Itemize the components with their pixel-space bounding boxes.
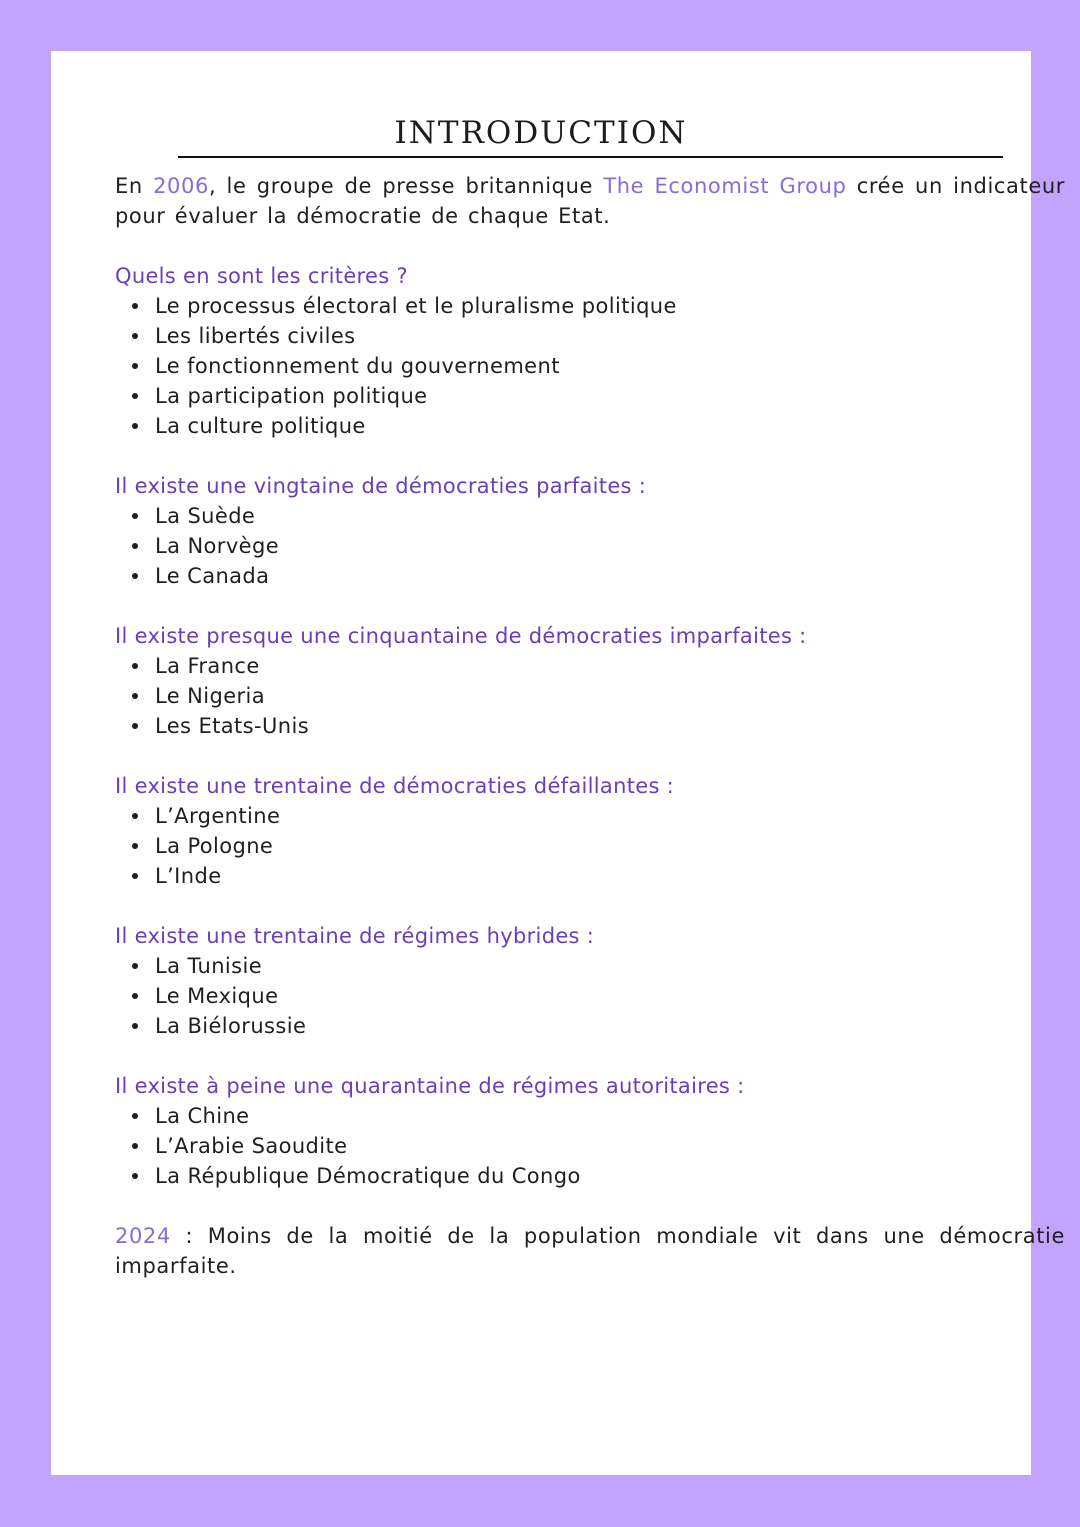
section-heading: Il existe à peine une quarantaine de régimes autoritaires :	[115, 1074, 745, 1098]
list-item: La participation politique	[115, 381, 1065, 411]
section-failing-democracies	[115, 771, 1065, 891]
list-item: La Chine	[115, 1101, 1065, 1131]
list-item: Le Nigeria	[115, 681, 1065, 711]
bullet-list	[115, 291, 1065, 441]
section-full-democracies	[115, 471, 1065, 591]
list-item: Le fonctionnement du gouvernement	[115, 351, 1065, 381]
intro-organization: The Economist Group	[603, 174, 847, 198]
bullet-list	[115, 1101, 1065, 1191]
list-item: La Tunisie	[115, 951, 1065, 981]
list-item: Le Mexique	[115, 981, 1065, 1011]
section-heading: Quels en sont les critères ?	[115, 264, 408, 288]
list-item: Les Etats-Unis	[115, 711, 1065, 741]
bullet-list	[115, 951, 1065, 1041]
list-item: La culture politique	[115, 411, 1065, 441]
bullet-list	[115, 801, 1065, 891]
list-item: La Norvège	[115, 531, 1065, 561]
list-item: L’Argentine	[115, 801, 1065, 831]
closing-paragraph	[115, 1221, 1065, 1281]
section-criteria	[115, 261, 1065, 441]
bullet-list	[115, 501, 1065, 591]
bullet-list	[115, 651, 1065, 741]
list-item: L’Inde	[115, 861, 1065, 891]
list-item: La Pologne	[115, 831, 1065, 861]
list-item: La France	[115, 651, 1065, 681]
list-item: L’Arabie Saoudite	[115, 1131, 1065, 1161]
closing-text: : Moins de la moitié de la population mondiale vit dans une démocratie imparfaite.	[115, 1224, 1065, 1278]
list-item: La Biélorussie	[115, 1011, 1065, 1041]
list-item: Le Canada	[115, 561, 1065, 591]
list-item: La Suède	[115, 501, 1065, 531]
list-item: Les libertés civiles	[115, 321, 1065, 351]
document-page	[51, 51, 1065, 1475]
intro-year: 2006	[153, 174, 209, 198]
section-heading: Il existe une vingtaine de démocraties parfaites :	[115, 474, 647, 498]
section-hybrid-regimes	[115, 921, 1065, 1041]
intro-middle: , le groupe de presse britannique	[208, 174, 604, 198]
intro-suffix: crée un indicateur pour évaluer la démocratie de chaque Etat.	[115, 174, 1065, 228]
section-heading: Il existe presque une cinquantaine de démocraties imparfaites :	[115, 624, 807, 648]
list-item: Le processus électoral et le pluralisme politique	[115, 291, 1065, 321]
closing-year: 2024	[115, 1224, 171, 1248]
section-authoritarian-regimes	[115, 1071, 1065, 1191]
section-heading: Il existe une trentaine de démocraties défaillantes :	[115, 774, 675, 798]
intro-prefix: En	[115, 174, 154, 198]
document-content	[115, 171, 1065, 1281]
page-title: INTRODUCTION	[394, 115, 688, 151]
section-heading: Il existe une trentaine de régimes hybrides :	[115, 924, 595, 948]
list-item: La République Démocratique du Congo	[115, 1161, 1065, 1191]
title-underline	[178, 156, 1003, 158]
section-flawed-democracies	[115, 621, 1065, 741]
intro-paragraph	[115, 171, 1065, 231]
